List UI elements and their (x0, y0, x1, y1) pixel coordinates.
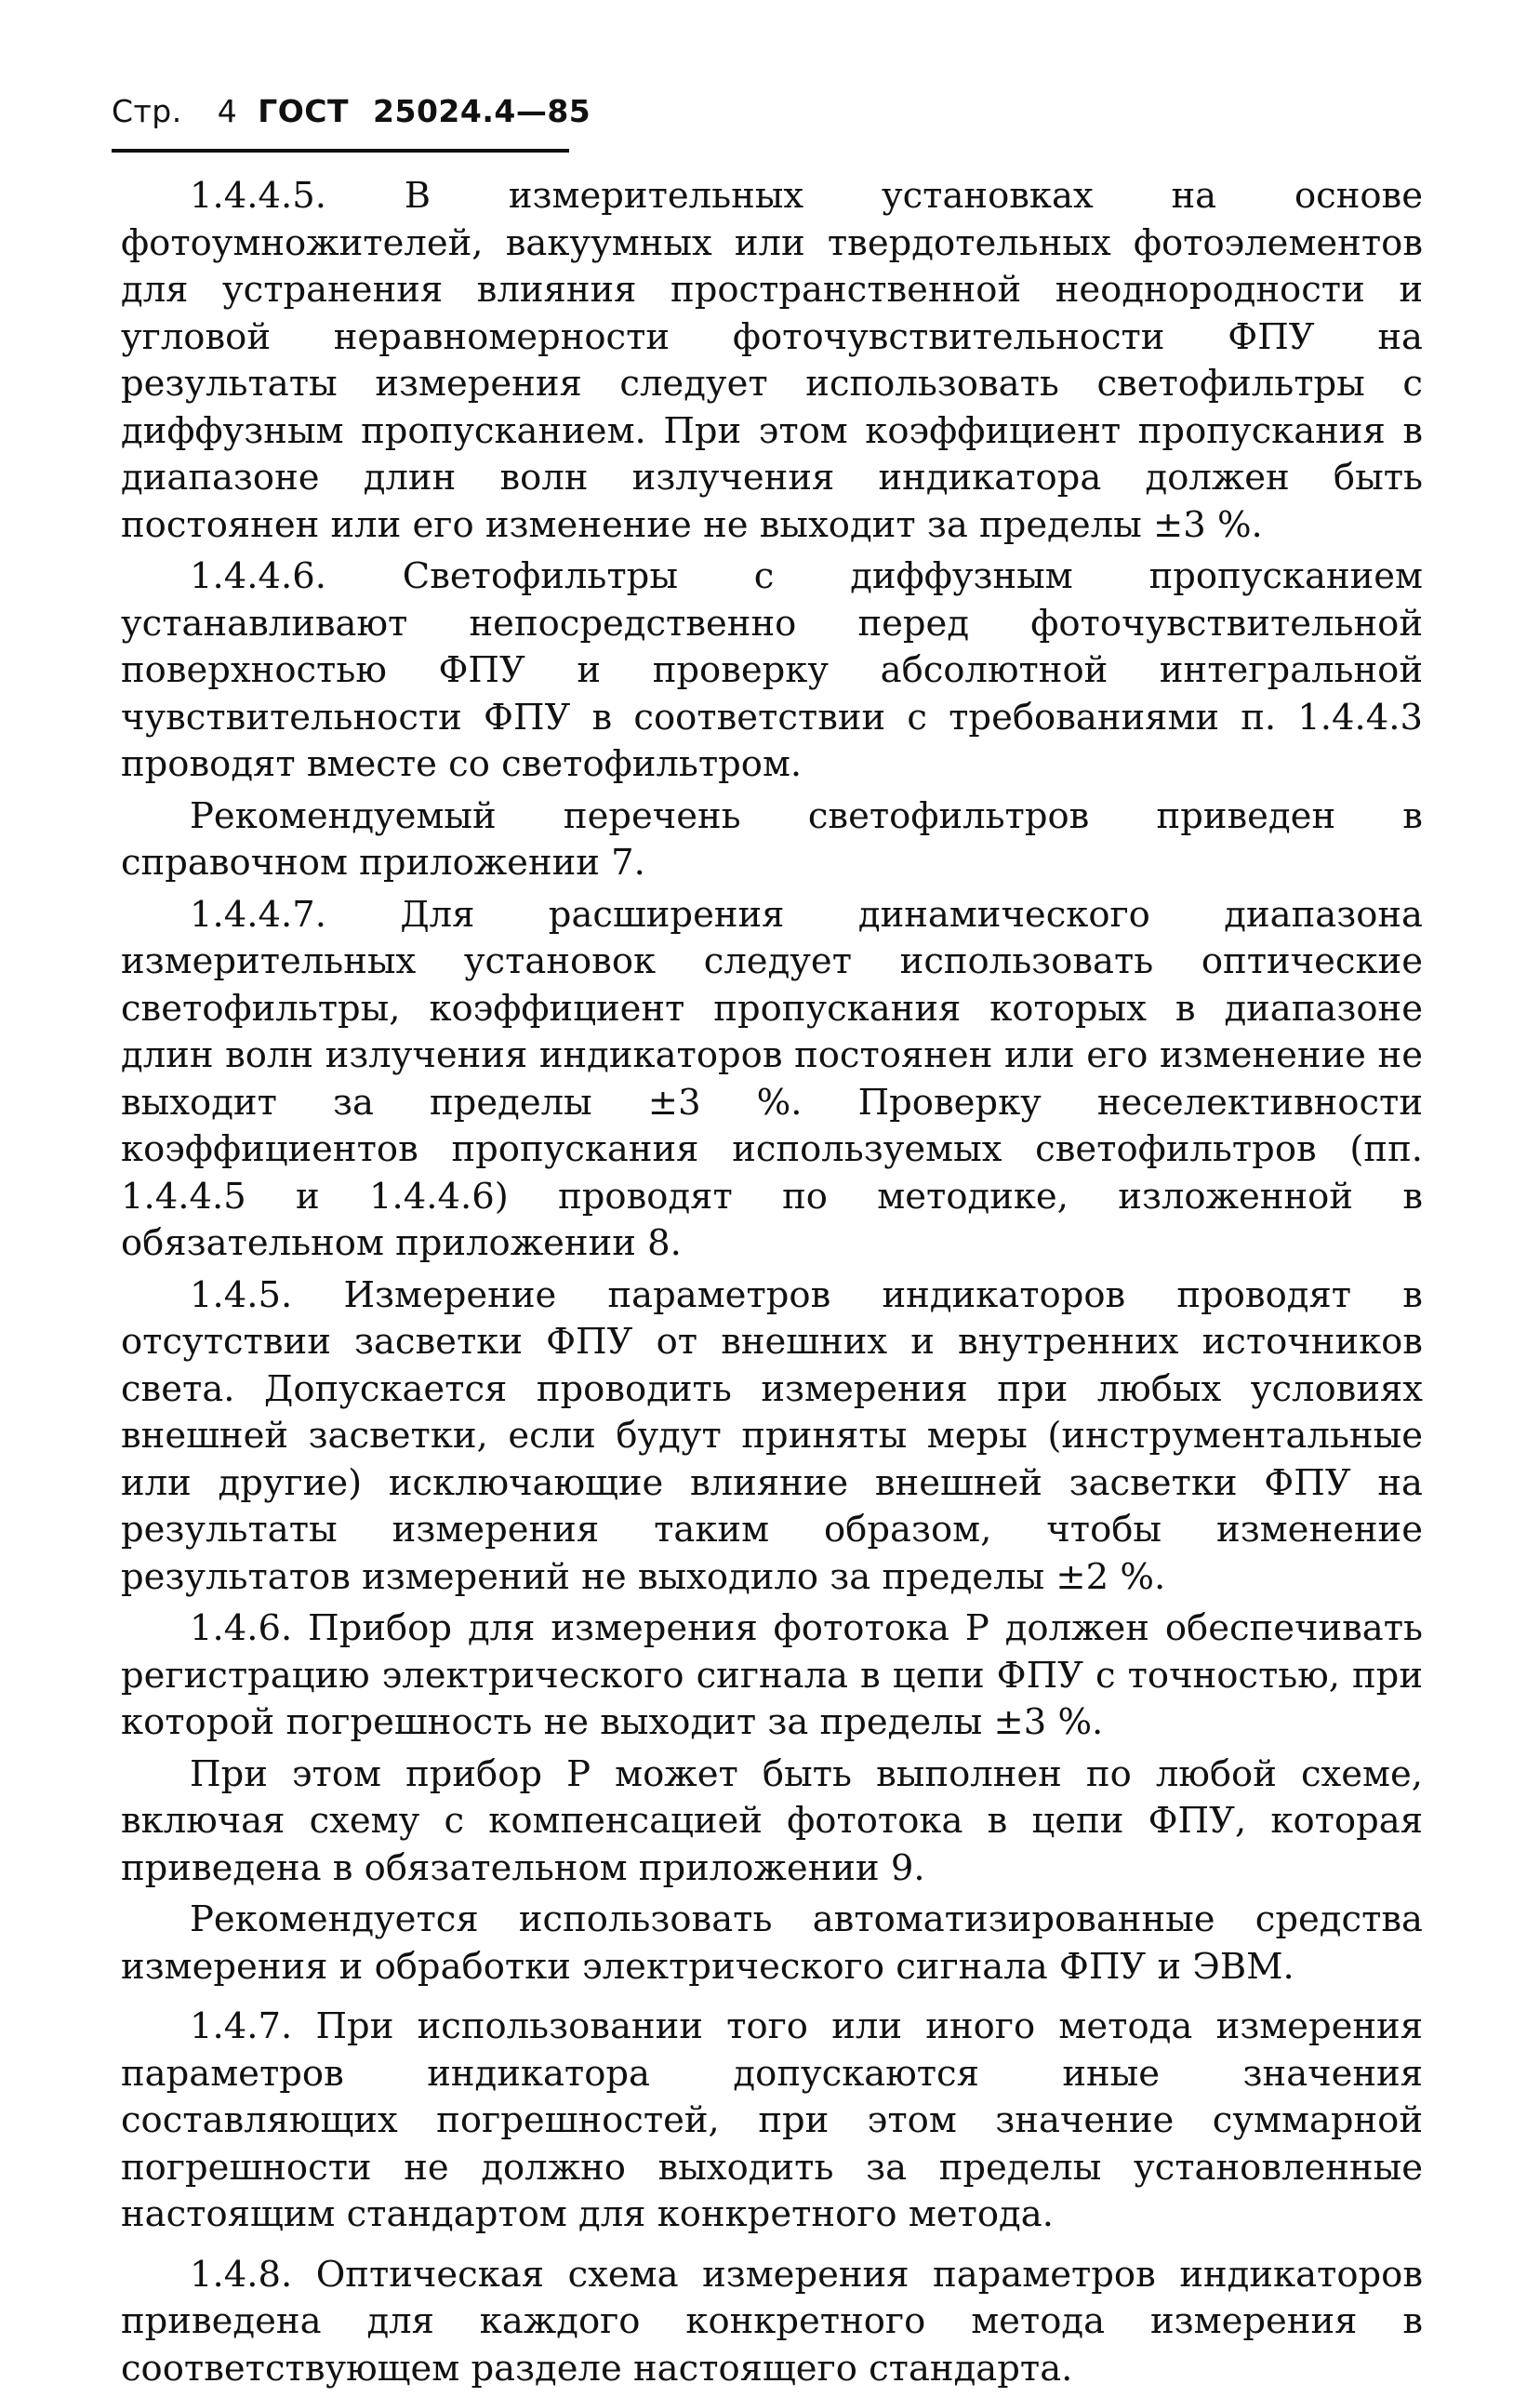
standard-prefix: ГОСТ (258, 93, 350, 129)
paragraph-1-4-8: 1.4.8. Оптическая схема измерения параметров индикаторов приведена для каждого конкретного метода измерения в соответствующем разделе настоящего стандарта. (121, 2253, 1423, 2390)
document-body (121, 173, 1423, 2397)
page-label: Стр. (112, 93, 182, 129)
standard-number: 25024.4—85 (373, 93, 591, 129)
paragraph-1-4-4-6: 1.4.4.6. Светофильтры с диффузным пропусканием устанавливают непосредственно перед фоточувствительной поверхностью ФПУ и проверку абсолютной интегральной чувствительности ФПУ в соответствии с требованиями п. 1.4.4.3 проводят вместе со светофильтром. (121, 555, 1423, 785)
header-underline (112, 149, 569, 153)
page-header (112, 93, 591, 145)
paragraph-automated-means: Рекомендуется использовать автоматизированные средства измерения и обработки электрического сигнала ФПУ и ЭВМ. (121, 1898, 1423, 1988)
paragraph-recommended-filters: Рекомендуемый перечень светофильтров приведен в справочном приложении 7. (121, 794, 1423, 884)
paragraph-1-4-7: 1.4.7. При использовании того или иного метода измерения параметров индикатора допускаются иные значения составляющих погрешностей, при этом значение суммарной погрешности не должно выходить за пределы установленные настоящим стандартом для конкретного метода. (121, 2005, 1423, 2235)
paragraph-device-p-scheme: При этом прибор P может быть выполнен по любой схеме, включая схему с компенсацией фототока в цепи ФПУ, которая приведена в обязательном приложении 9. (121, 1752, 1423, 1889)
paragraph-1-4-5: 1.4.5. Измерение параметров индикаторов проводят в отсутствии засветки ФПУ от внешних и внутренних источников света. Допускается проводить измерения при любых условиях внешней засветки, если будут приняты меры (инструментальные или другие) исключающие влияние внешней засветки ФПУ на результаты измерения таким образом, чтобы изменение результатов измерений не выходило за пределы ±2 %. (121, 1273, 1423, 1598)
page-number: 4 (217, 93, 238, 129)
paragraph-1-4-4-7: 1.4.4.7. Для расширения динамического диапазона измерительных установок следует использовать оптические светофильтры, коэффициент пропускания которых в диапазоне длин волн излучения индикаторов постоянен или его изменение не выходит за пределы ±3 %. Проверку неселективности коэффициентов пропускания используемых светофильтров (пп. 1.4.4.5 и 1.4.4.6) проводят по методике, изложенной в обязательном приложении 8. (121, 893, 1423, 1264)
paragraph-1-4-4-5: 1.4.4.5. В измерительных установках на основе фотоумножителей, вакуумных или твердотельных фотоэлементов для устранения влияния пространственной неоднородности и угловой неравномерности фоточувствительности ФПУ на результаты измерения следует использовать светофильтры с диффузным пропусканием. При этом коэффициент пропускания в диапазоне длин волн излучения индикатора должен быть постоянен или его изменение не выходит за пределы ±3 %. (121, 175, 1423, 546)
paragraph-1-4-6: 1.4.6. Прибор для измерения фототока P должен обеспечивать регистрацию электрического сигнала в цепи ФПУ с точностью, при которой погрешность не выходит за пределы ±3 %. (121, 1607, 1423, 1743)
